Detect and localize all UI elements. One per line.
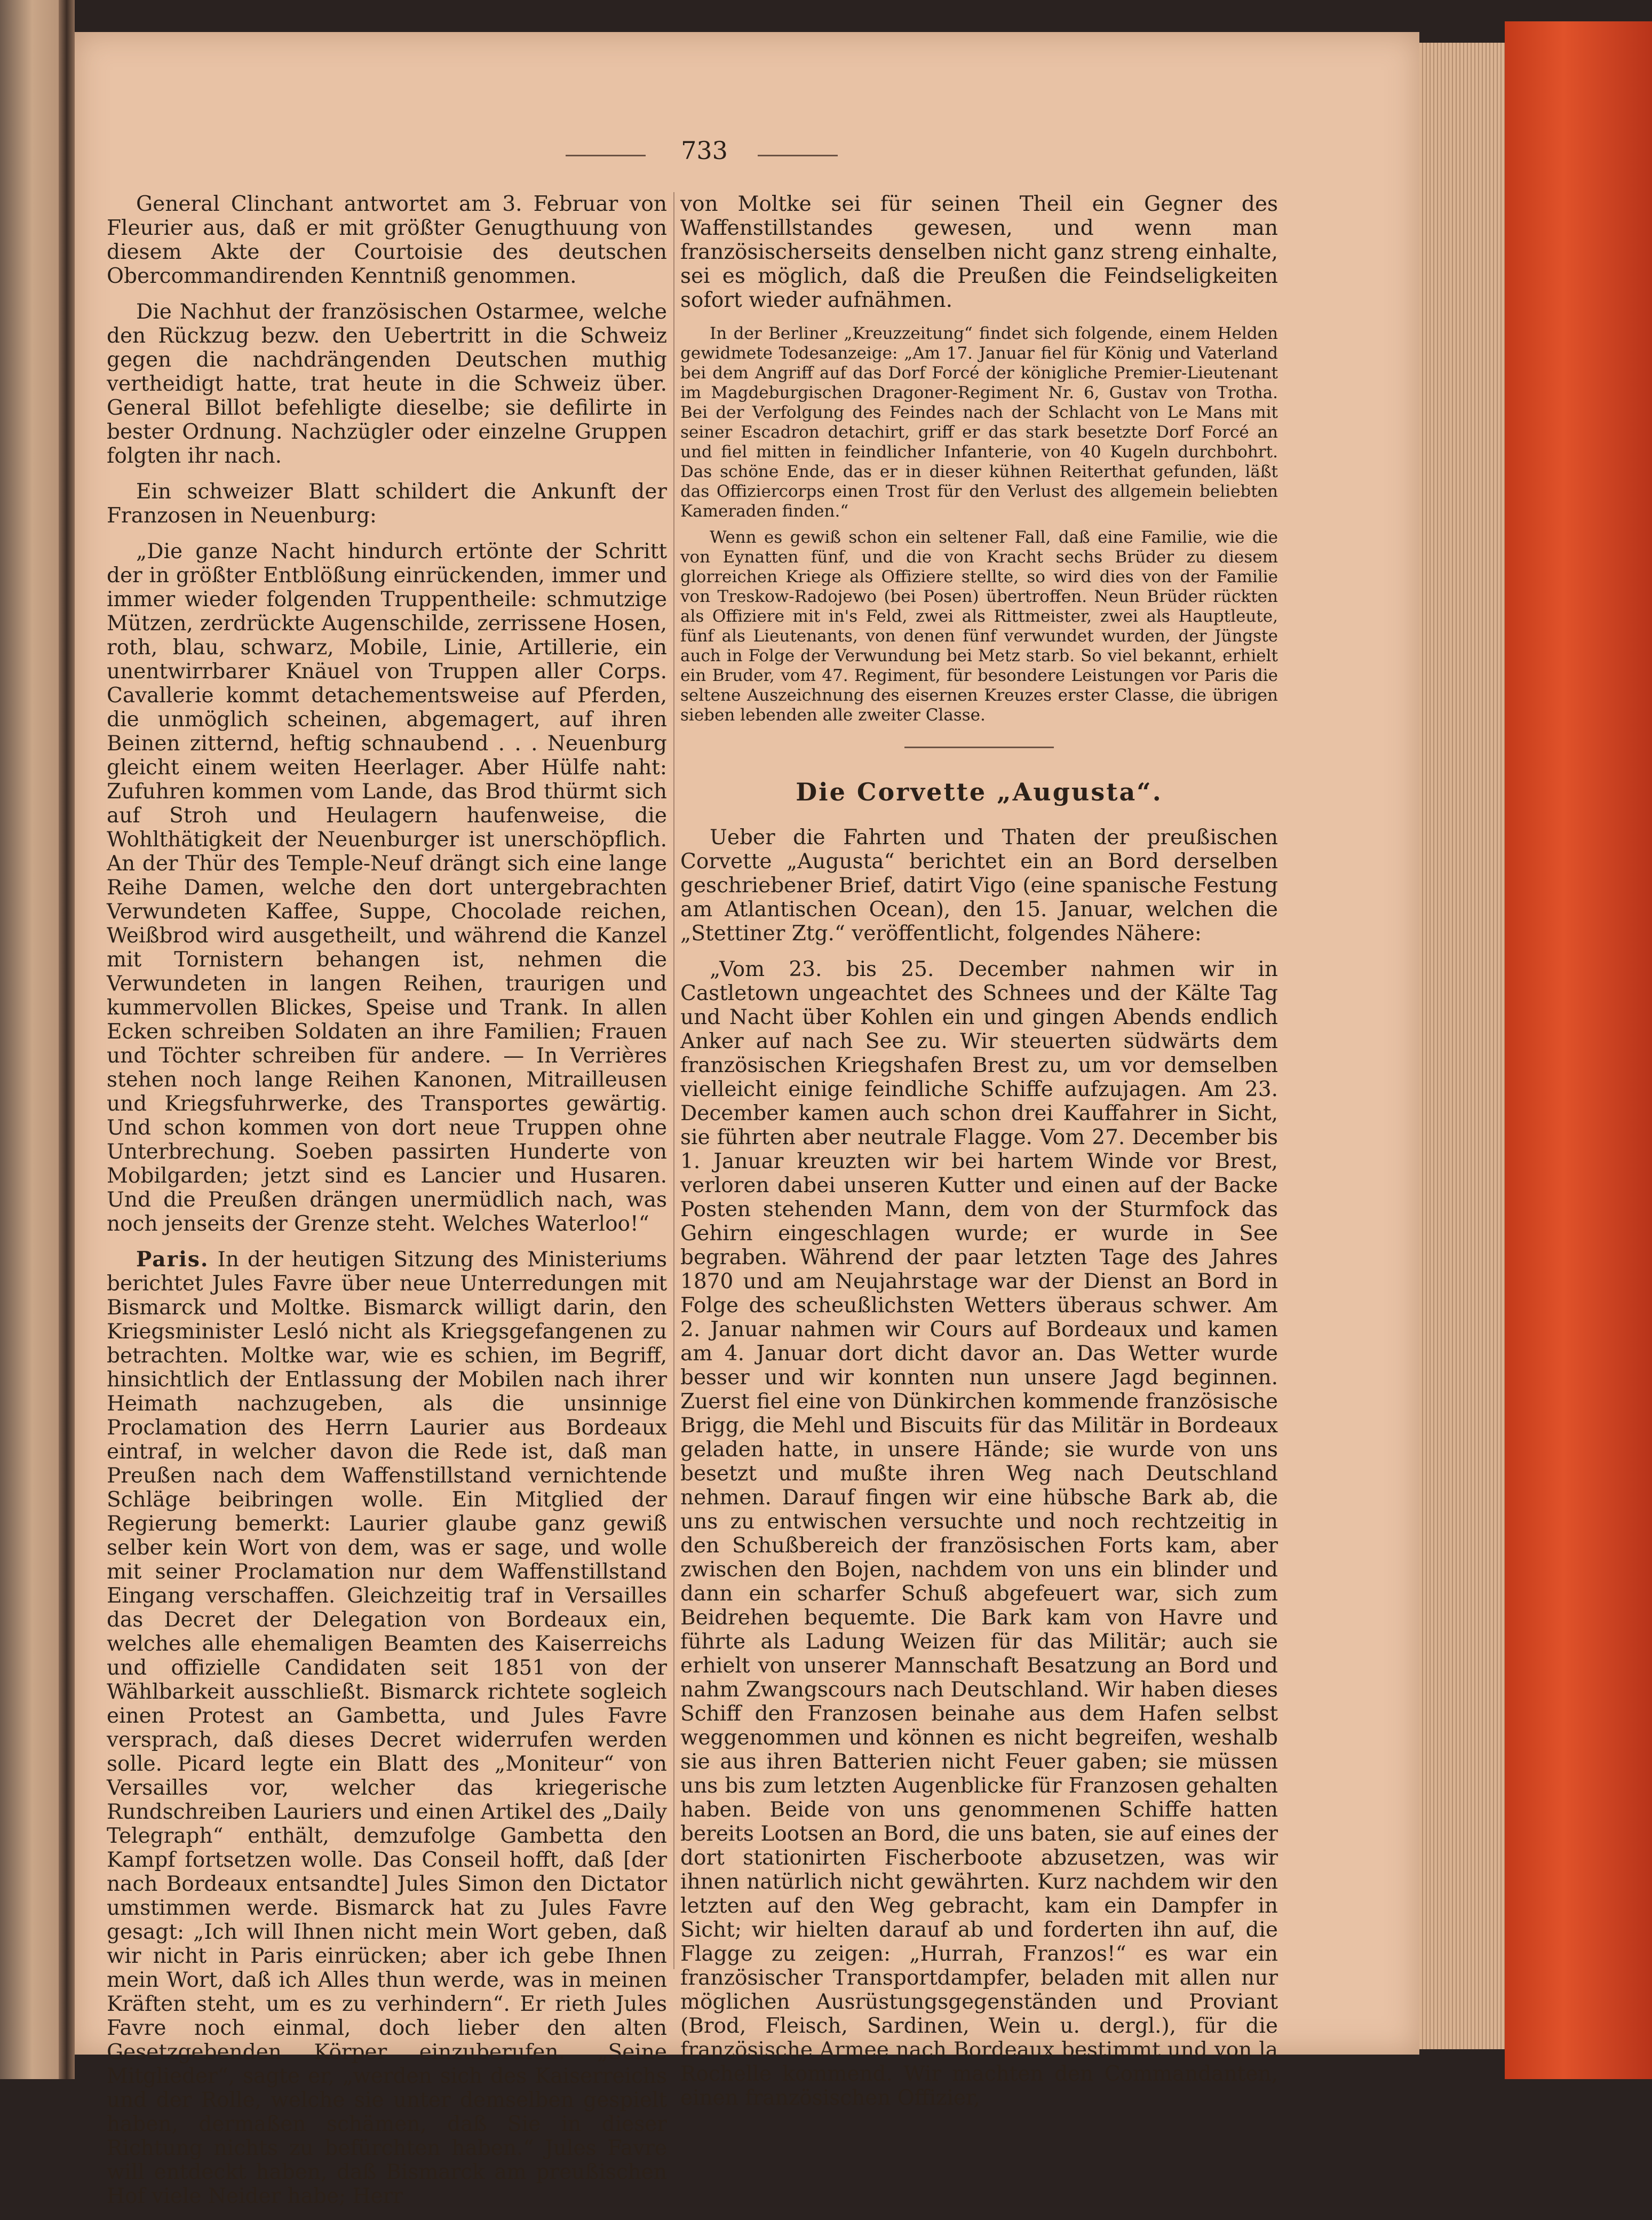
left-column (107, 192, 667, 2220)
paragraph-schweizer-blatt: Ein schweizer Blatt schildert die Ankunft der Franzosen in Neuenburg: (107, 480, 667, 528)
book-gutter (59, 0, 75, 2079)
right-column (680, 192, 1278, 2122)
paragraph-brueder: Wenn es gewiß schon ein seltener Fall, daß eine Familie, wie die von Eynatten fünf, und die von Kracht sechs Brüder zu diesem glorreichen Kriege als Offiziere stellte, so wird dies von der Familie von Treskow-Radojewo (bei Posen) übertroffen. Neun Brüder rückten als Offiziere mit in's Feld, zwei als Rittmeister, zwei als Hauptleute, fünf als Lieutenants, von denen fünf verwundet wurden, der Jüngste auch in Folge der Verwundung bei Metz starb. So viel bekannt, erhielt ein Bruder, vom 47. Regiment, für besondere Leistungen vor Paris die seltene Auszeichnung des eisernen Kreuzes erster Classe, die übrigen sieben lebenden alle zweiter Classe. (680, 528, 1278, 725)
paragraph-clinchant: General Clinchant antwortet am 3. Februar von Fleurier aus, daß er mit größter Genugthuung von diesem Akte der Courtoisie des deutschen Obercommandirenden Kenntniß genommen. (107, 192, 667, 288)
paragraph-augusta-letter: „Vom 23. bis 25. December nahmen wir in Castletown ungeachtet des Schnees und der Kälte Tag und Nacht über Kohlen ein und gingen Abends endlich Anker auf nach See zu. Wir steuerten südwärts dem französischen Kriegshafen Brest zu, um vor demselben vielleicht einige feindliche Schiffe aufzujagen. Am 23. December kamen auch schon drei Kauffahrer in Sicht, sie führten aber neutrale Flagge. Vom 27. December bis 1. Januar kreuzten wir bei hartem Winde vor Brest, verloren dabei unseren Kutter und einen auf der Backe Posten stehenden Mann, dem von der Sturmfock das Gehirn eingeschlagen wurde; er wurde in See begraben. Während der paar letzten Tage des Jahres 1870 und am Neujahrstage war der Dienst an Bord in Folge des scheußlichsten Wetters überaus schwer. Am 2. Januar nahmen wir Cours auf Bordeaux und kamen am 4. Januar dort dicht davor an. Das Wetter wurde besser und wir konnten nun unsere Jagd beginnen. Zuerst fiel eine von Dünkirchen kommende französische Brigg, die Mehl und Biscuits für das Militär in Bordeaux geladen hatte, in unsere Hände; sie wurde von uns besetzt und mußte ihren Weg nach Deutschland nehmen. Darauf fingen wir eine hübsche Bark ab, die uns zu entwischen versuchte und noch rechtzeitig in den Schußbereich der französischen Forts kam, aber zwischen den Bojen, nachdem von uns ein blinder und dann ein scharfer Schuß abgefeuert war, sich zum Beidrehen bequemte. Die Bark kam von Havre und führte als Ladung Weizen für das Militär; auch sie erhielt von unserer Mannschaft Besatzung an Bord und nahm Zwangscours nach Deutschland. Wir haben dieses Schiff den Franzosen beinahe aus dem Hafen selbst weggenommen und können es nicht begreifen, weshalb sie aus ihren Batterien nicht Feuer gaben; sie müssen uns bis zum letzten Augenblicke für Franzosen gehalten haben. Beide von uns genommenen Schiffe hatten bereits Lootsen an Bord, die uns baten, sie auf eines der dort stationirten Fischerboote abzusetzen, was wir ihnen natürlich nicht gewährten. Kurz nachdem wir den letzten auf den Weg gebracht, kam ein Dampfer in Sicht; wir hielten darauf ab und forderten ihn auf, die Flagge zu zeigen: „Hurrah, Franzos!“ es war ein französischer Transportdampfer, beladen mit allen nur möglichen Ausrüstungsgegenständen und Proviant (Brod, Fleisch, Sardinen, Wein u. dergl.), für die französische Armee nach Bordeaux bestimmt und von la Rochelle kommend. Wir machten den Commandanten, einen französischen Offizier, (680, 957, 1278, 2110)
article-heading: Die Corvette „Augusta“. (796, 778, 1163, 806)
paragraph-todesanzeige: In der Berliner „Kreuzzeitung“ findet sich folgende, einem Helden gewidmete Todesanzeige: „Am 17. Januar fiel für König und Vaterland bei dem Angriff auf das Dorf Forcé der königliche Premier-Lieutenant im Magdeburgischen Dragoner-Regiment Nr. 6, Gustav von Trotha. Bei der Verfolgung des Feindes nach der Schlacht von Le Mans mit seiner Escadron detachirt, griff er das stark besetzte Dorf Forcé an und fiel mitten in feindlicher Infanterie, von 40 Kugeln durchbohrt. Das schöne Ende, das er in dieser kühnen Reiterthat gefunden, läßt das Offiziercorps einen Trost für den Verlust des allgemein beliebten Kameraden finden.“ (680, 324, 1278, 521)
paragraph-moltke-continuation: von Moltke sei für seinen Theil ein Gegner des Waffenstillstandes gewesen, und wenn man französischerseits denselben nicht ganz streng einhalte, sei es möglich, daß die Preußen die Feindseligkeiten sofort wieder aufnähmen. (680, 192, 1278, 312)
page-block-edges (1419, 43, 1505, 2049)
header-rule-right (758, 155, 838, 156)
notices-section (680, 324, 1278, 725)
previous-page-edge (0, 0, 59, 2079)
page-number: 733 (681, 136, 728, 165)
paragraph-neuenburg-quote: „Die ganze Nacht hindurch ertönte der Schritt der in größter Entblößung einrückenden, immer und immer wieder folgenden Truppentheile: schmutzige Mützen, zerdrückte Augenschilde, zerrissene Hosen, roth, blau, schwarz, Mobile, Linie, Artillerie, ein unentwirrbarer Knäuel von Truppen aller Corps. Cavallerie kommt detachementsweise auf Pferden, die unmöglich scheinen, abgemagert, auf ihren Beinen zitternd, heftig schnaubend . . . Neuenburg gleicht einem weiten Heerlager. Aber Hülfe naht: Zufuhren kommen vom Lande, das Brod thürmt sich auf Stroh und Heulagern haufenweise, die Wohlthätigkeit der Neuenburger ist unerschöpflich. An der Thür des Temple-Neuf drängt sich eine lange Reihe Damen, welche den dort untergebrachten Verwundeten Kaffee, Suppe, Chocolade reichen, Weißbrod wird ausgetheilt, und während die Kanzel mit Tornistern behangen ist, nehmen die Verwundeten in langen Reihen, traurigen und kummervollen Blickes, Speise und Trank. In allen Ecken schreiben Soldaten an ihre Familien; Frauen und Töchter schreiben für andere. — In Verrières stehen noch lange Reihen Kanonen, Mitrailleusen und Kriegsfuhrwerke, des Transportes gewärtig. Und schon kommen von dort neue Truppen ohne Unterbrechung. Soeben passirten Hunderte von Mobilgarden; jetzt sind es Lancier und Husaren. Und die Preußen drängen unermüdlich nach, was noch jenseits der Grenze steht. Welches Waterloo!“ (107, 540, 667, 1236)
paragraph-augusta-intro: Ueber die Fahrten und Thaten der preußischen Corvette „Augusta“ berichtet ein an Bord derselben geschriebener Brief, datirt Vigo (eine spanische Festung am Atlantischen Ocean), den 15. Januar, welchen die „Stettiner Ztg.“ veröffentlicht, folgendes Nähere: (680, 826, 1278, 946)
red-book-cover (1505, 21, 1652, 2079)
column-divider (673, 192, 674, 1969)
paris-lead: Paris. (136, 1247, 209, 1272)
section-separator (904, 747, 1054, 748)
paris-text: In der heutigen Sitzung des Ministeriums berichtet Jules Favre über neue Unterredungen mit Bismarck und Moltke. Bismarck willigt darin, den Kriegsminister Lesló nicht als Kriegsgefangenen zu betrachten. Moltke war, wie es schien, im Begriff, hinsichtlich der Entlassung der Mobilen nach ihrer Heimath nachzugeben, als die unsinnige Proclamation des Herrn Laurier aus Bordeaux eintraf, in welcher davon die Rede ist, daß man Preußen nach dem Waffenstillstand vernichtende Schläge beibringen wolle. Ein Mitglied der Regierung bemerkt: Laurier glaube ganz gewiß selber kein Wort von dem, was er sage, und wolle mit seiner Proclamation nur dem Waffenstillstand Eingang verschaffen. Gleichzeitig traf in Versailles das Decret der Delegation von Bordeaux ein, welches alle ehemaligen Beamten des Kaiserreichs und offizielle Candidaten seit 1851 von der Wählbarkeit ausschließt. Bismarck richtete sogleich einen Protest an Gambetta, und Jules Favre versprach, daß dieses Decret widerrufen werden solle. Picard legte ein Blatt des „Moniteur“ von Versailles vor, welcher das kriegerische Rundschreiben Lauriers und einen Artikel des „Daily Telegraph“ enthält, demzufolge Gambetta den Kampf fortsetzen wolle. Das Conseil hofft, daß [der nach Bordeaux entsandte] Jules Simon den Dictator umstimmen werde. Bismarck hat zu Jules Favre gesagt: „Ich will Ihnen nicht mein Wort geben, daß wir nicht in Paris einrücken; aber ich gebe Ihnen mein Wort, daß ich Alles thun werde, was in meinen Kräften steht, um es zu verhindern“. Er rieth Jules Favre noch einmal, doch lieber den alten Gesetzgebenden Körper einzuberufen. „Seine Mitglieder“, sagte er, „werden sich des Kaiserreichs und der Rolle, welche sie unter demselben gespielt haben, dermaßen schämen, daß Sie in dieser Richtung nichts zu befürchten haben.“ Jules Favre will entdeckt haben, daß Bismarck am preußischen Hof viele Neider habe; Herr (107, 1248, 667, 2208)
paragraph-paris (107, 1248, 667, 2208)
paragraph-nachhut: Die Nachhut der französischen Ostarmee, welche den Rückzug bezw. den Uebertritt in die Schweiz gegen die nachdrängenden Deutschen muthig vertheidigt hatte, trat heute in die Schweiz über. General Billot befehligte dieselbe; sie defilirte in bester Ordnung. Nachzügler oder einzelne Gruppen folgten ihr nach. (107, 300, 667, 468)
header-rule-left (566, 155, 646, 156)
